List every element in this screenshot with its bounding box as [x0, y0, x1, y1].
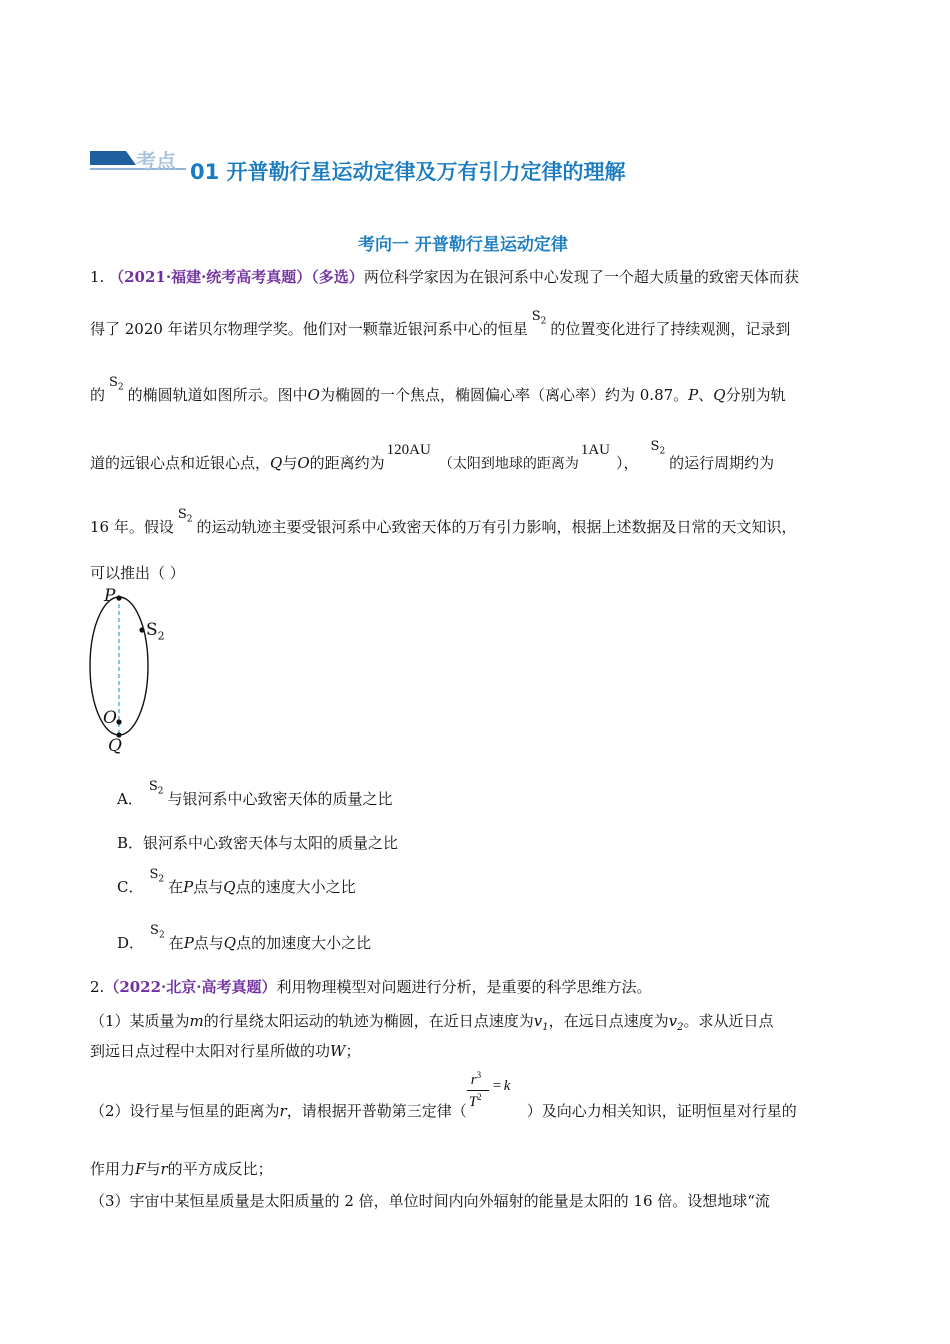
option-text: 点与 [193, 934, 224, 952]
q1-text: 两位科学家因为在银河系中心发现了一个超大质量的致密天体而获 [363, 268, 799, 286]
q1-text: 与 [282, 454, 298, 472]
q1-text: 得了 2020 年诺贝尔物理学奖。他们对一颗靠近银河系中心的恒星 [90, 320, 528, 338]
q1-text: 的位置变化进行了持续观测，记录到 [550, 320, 791, 338]
symbol-P: P [688, 386, 699, 404]
symbol-r: r [160, 1160, 168, 1178]
option-d[interactable] [117, 923, 372, 955]
q2-part1-line2: 到远日点过程中太阳对行星所做的功W； [90, 1042, 361, 1060]
point-o-dot [116, 719, 121, 724]
symbol-Q: Q [270, 454, 283, 472]
q1-line2 [90, 309, 791, 341]
symbol-O: O [307, 386, 320, 404]
page-title: 01 开普勒行星运动定律及万有引力定律的理解 [190, 160, 626, 184]
q1-text: ）， [616, 454, 639, 472]
q1-text: 的运行周期约为 [669, 454, 775, 472]
distance-120au: 120AU [386, 442, 431, 458]
symbol-v2: $v_2$ [668, 1012, 684, 1033]
symbol-W: W [330, 1042, 346, 1060]
option-a[interactable] [117, 779, 393, 811]
q1-source: （2021·福建·统考高考真题） [109, 268, 312, 286]
symbol-F: F [135, 1160, 146, 1178]
label-Q: Q [108, 736, 122, 756]
option-text: 与银河系中心致密天体的质量之比 [167, 790, 393, 808]
q2-part2-line1: （2）设行星与恒星的距离为r，请根据开普勒第三定律（ $r^3$ $T^2$ = k ）及向心力相关知识，证明恒星对行星的 [90, 1070, 797, 1120]
q2-text: 利用物理模型对问题进行分析，是重要的科学思维方法。 [276, 978, 652, 996]
q1-line6: 可以推出（ ） [90, 564, 185, 582]
symbol-P: P [183, 934, 194, 952]
badge-label: 考点 [136, 149, 176, 173]
q1-line5 [90, 507, 797, 539]
q1-text: 、 [698, 386, 714, 404]
orbit-ellipse [90, 597, 148, 735]
q2-line1 [90, 976, 652, 997]
option-letter: D． [117, 934, 145, 952]
s2-symbol: $S_2$ [109, 375, 124, 393]
option-text: 点的速度大小之比 [235, 878, 356, 896]
label-S2: $S_2$ [146, 620, 165, 643]
q2-source: （2022·北京·高考真题） [104, 978, 277, 996]
section-badge [90, 148, 186, 174]
q1-line3 [90, 375, 786, 407]
option-text: 在 [168, 878, 184, 896]
q2-part2-line2: 作用力F与r的平方成反比； [90, 1160, 273, 1178]
symbol-v1: $v_1$ [533, 1012, 549, 1033]
q1-line1 [90, 266, 799, 287]
option-text: 点与 [193, 878, 224, 896]
s2-symbol: $S_2$ [531, 309, 547, 327]
option-letter: B． [117, 834, 144, 852]
kepler-fraction: $r^3$ $T^2$ = k [468, 1070, 511, 1110]
s2-symbol: $S_2$ [149, 867, 165, 885]
symbol-P: P [183, 878, 194, 896]
q1-text: 道的远银心点和近银心点， [90, 454, 271, 472]
q1-text: 为椭圆的一个焦点，椭圆偏心率（离心率）约为 0.87。 [319, 386, 689, 404]
s2-symbol: $S_2$ [150, 923, 165, 941]
symbol-Q: Q [223, 934, 237, 952]
option-text: 在 [168, 934, 184, 952]
option-text: 银河系中心致密天体与太阳的质量之比 [143, 834, 399, 852]
q1-tag: （多选） [311, 268, 364, 286]
q2-part3-line1: （3）宇宙中某恒星质量是太阳质量的 2 倍，单位时间内向外辐射的能量是太阳的 16 倍。设想地球“流 [90, 1192, 770, 1210]
symbol-Q: Q [223, 878, 236, 896]
option-letter: A． [117, 790, 143, 808]
symbol-Q: Q [713, 386, 726, 404]
distance-1au: 1AU [580, 442, 611, 458]
symbol-r: r [279, 1102, 287, 1120]
q1-line4 [90, 439, 775, 475]
s2-symbol: $S_2$ [650, 439, 666, 457]
label-O: O [103, 708, 117, 728]
s2-symbol: $S_2$ [148, 779, 164, 797]
q1-text: 的运动轨迹主要受银河系中心致密天体的万有引力影响，根据上述数据及日常的天文知识， [196, 518, 797, 536]
q2-number: 2. [90, 978, 105, 996]
q1-text: 16 年。假设 [90, 518, 174, 536]
symbol-m: m [189, 1012, 204, 1030]
q1-number: 1. [90, 268, 105, 286]
label-P: P [104, 586, 116, 606]
q1-text: （太阳到地球的距离为 [438, 456, 579, 472]
q1-text: 的 [90, 386, 106, 404]
orbit-figure [86, 588, 176, 760]
point-p-dot [116, 595, 121, 600]
q2-part1-line1: （1）某质量为m的行星绕太阳运动的轨迹为椭圆，在近日点速度为$v_1$，在远日点速度为$v_2$。求从近日点 [90, 1012, 774, 1033]
s2-symbol: $S_2$ [177, 507, 193, 525]
symbol-O: O [297, 454, 310, 472]
option-letter: C． [117, 878, 144, 896]
q1-text: 分别为轨 [725, 386, 786, 404]
section-heading: 考向一 开普勒行星运动定律 [358, 235, 568, 255]
option-c[interactable] [117, 867, 356, 899]
option-text: 点的加速度大小之比 [236, 934, 372, 952]
point-s2-dot [139, 627, 144, 632]
option-b[interactable] [117, 832, 398, 853]
q1-text: 的距离约为 [309, 454, 385, 472]
q1-text: 的椭圆轨道如图所示。图中 [127, 386, 308, 404]
